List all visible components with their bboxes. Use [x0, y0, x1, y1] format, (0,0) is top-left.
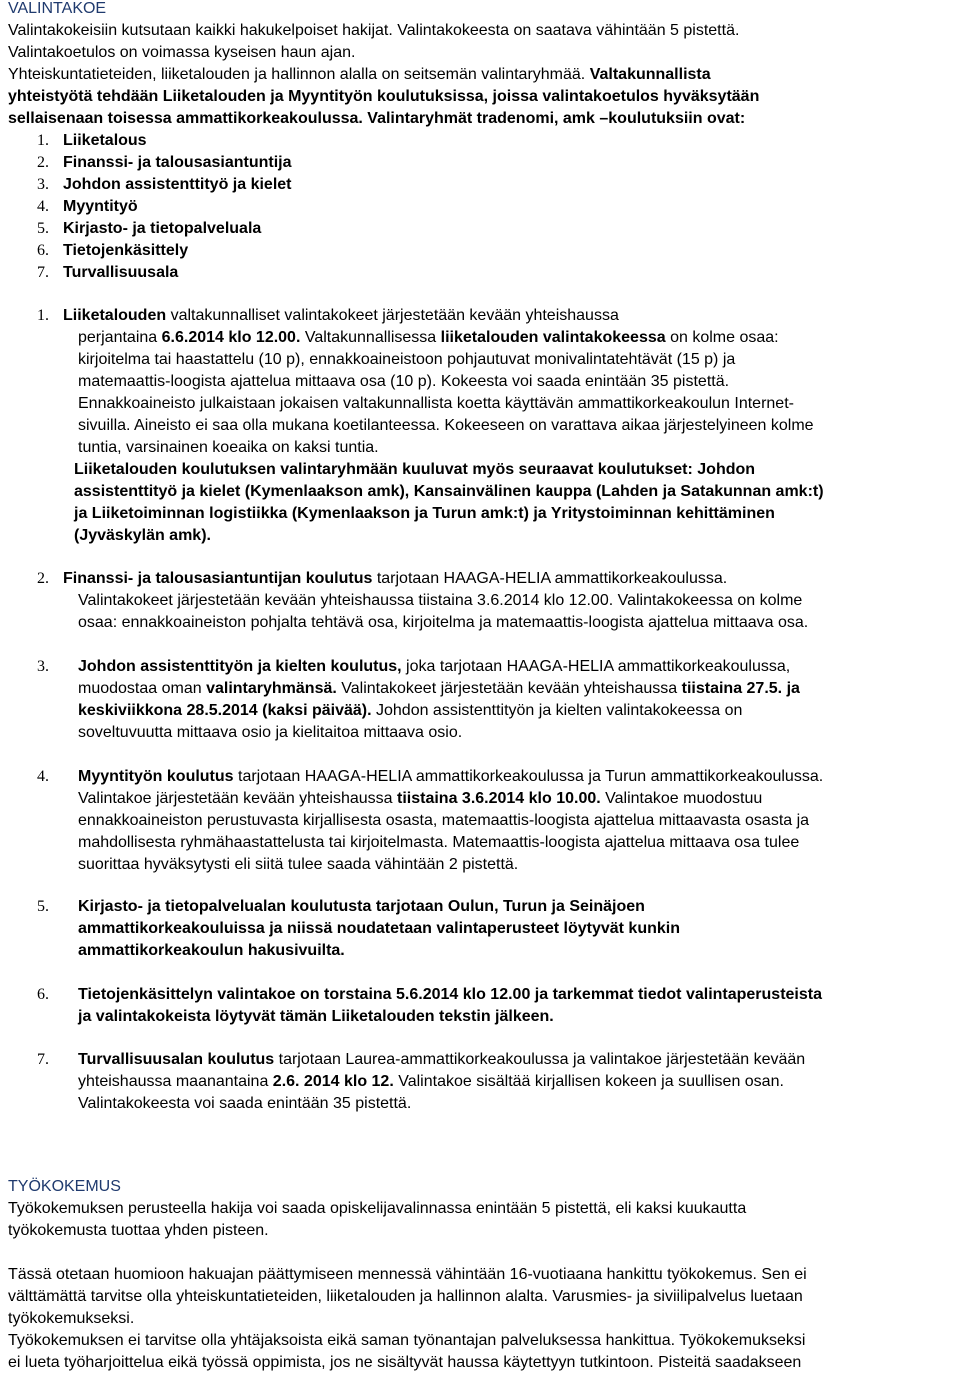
- text-run: Liiketalouden: [63, 307, 167, 324]
- section-number: 3.: [37, 658, 49, 675]
- text-run: sellaisenaan toisessa ammattikorkeakoulussa. Valintaryhmät tradenomi, amk –koulutuksiin ovat:: [8, 110, 746, 127]
- text-run: ammattikorkeakoulun hakusivuilta.: [78, 942, 345, 959]
- section-line: [78, 371, 729, 393]
- text-run: keskiviikkona 28.5.2014 (kaksi päivää).: [78, 702, 372, 719]
- valintaryhma-item: [37, 152, 292, 174]
- text-run: tarjotaan Laurea-ammattikorkeakoulussa ja valintakoe järjestetään kevään: [274, 1051, 806, 1068]
- text-run: liiketalouden valintakokeessa: [440, 329, 666, 346]
- section-line: [78, 393, 794, 415]
- section-line: [63, 305, 619, 327]
- tyokokemus-line: työkokemukseksi.: [8, 1310, 135, 1327]
- text-run: tiistaina 27.5. ja: [681, 680, 800, 697]
- list-label: Myyntityö: [63, 198, 138, 215]
- section-line: [74, 459, 755, 481]
- valintaryhma-item: [37, 262, 178, 284]
- section-line: [78, 437, 379, 459]
- section-line: [78, 722, 462, 744]
- text-run: 2.6. 2014 klo 12.: [272, 1073, 394, 1090]
- heading-valintakoe: VALINTAKOE: [8, 0, 107, 17]
- valintaryhma-item: [37, 130, 147, 152]
- text-run: Johdon assistenttityön ja kielten koulutus,: [78, 658, 402, 675]
- section-line: [78, 810, 809, 832]
- list-number: 1.: [37, 132, 49, 149]
- text-run: Valintakoe sisältää kirjallisen kokeen ja suullisen osan.: [393, 1073, 784, 1090]
- tyokokemus-line: Työkokemuksen perusteella hakija voi saada opiskelijavalinnassa enintään 5 pistettä, eli kaksi kuukautta: [8, 1200, 747, 1217]
- section-number: 1.: [37, 307, 49, 324]
- text-run: Tietojenkäsittelyn valintakoe on torstaina 5.6.2014 klo 12.00 ja tarkemmat tiedot valintaperusteista: [78, 986, 822, 1003]
- section-line: [78, 612, 808, 634]
- section-line: [74, 481, 824, 503]
- text-run: Valintakokeet järjestetään kevään yhteishaussa: [336, 680, 682, 697]
- text-run: Turvallisuusalan koulutus: [78, 1051, 275, 1068]
- intro-line: [8, 42, 355, 64]
- text-run: Valintakoe järjestetään kevään yhteishaussa: [78, 790, 398, 807]
- text-run: Valintakoetulos on voimassa kyseisen haun ajan.: [8, 44, 356, 61]
- section-line: [78, 788, 762, 810]
- intro-line: [8, 20, 739, 42]
- text-run: tuntia, varsinainen koeaika on kaksi tuntia.: [78, 439, 379, 456]
- section-number: 6.: [37, 986, 49, 1003]
- text-run: muodostaa oman: [78, 680, 207, 697]
- text-run: Johdon assistenttityön ja kielten valintakokeessa on: [371, 702, 743, 719]
- text-run: tiistaina 3.6.2014 klo 10.00.: [397, 790, 601, 807]
- valintaryhma-item: [37, 218, 261, 240]
- text-run: mahdollisesta ryhmähaastattelusta tai kirjoitelmasta. Matemaattis-loogista ajattelua mittaava osa tulee: [78, 834, 800, 851]
- list-number: 3.: [37, 176, 49, 193]
- text-run: Valintakoe muodostuu: [600, 790, 763, 807]
- section-line: [78, 1093, 411, 1115]
- section-line: [78, 1006, 554, 1028]
- section-line: [78, 656, 790, 678]
- text-run: Finanssi- ja talousasiantuntijan koulutus: [63, 570, 373, 587]
- tyokokemus-line: ei lueta työharjoittelua eikä työssä oppimista, jos ne sisältyvät haussa käytettyyn tutkintoon. Pisteitä saadakseen: [8, 1354, 802, 1371]
- text-run: Valintakokeet järjestetään kevään yhteishaussa tiistaina 3.6.2014 klo 12.00. Valintakokeessa on kolme: [78, 592, 803, 609]
- section-line: [74, 503, 775, 525]
- section-line: [78, 327, 779, 349]
- text-run: ja valintakokeista löytyvät tämän Liiketalouden tekstin jälkeen.: [78, 1008, 554, 1025]
- valintaryhma-item: [37, 196, 138, 218]
- section-line: [63, 568, 727, 590]
- text-run: tarjotaan HAAGA-HELIA ammattikorkeakoulussa ja Turun ammattikorkeakoulussa.: [233, 768, 824, 785]
- text-run: sivuilla. Aineisto ei saa olla mukana koetilanteessa. Kokeeseen on varattava aikaa järjestelyineen kolme: [78, 417, 814, 434]
- section-line: [78, 940, 345, 962]
- text-run: Valtakunnallisessa: [300, 329, 441, 346]
- text-run: yhteistyötä tehdään Liiketalouden ja Myyntityön koulutuksissa, joissa valintakoetulos hyväksytään: [8, 88, 760, 105]
- section-line: [78, 415, 814, 437]
- text-run: ja Liiketoiminnan logistiikka (Kymenlaakson ja Turun amk:t) ja Yritystoiminnan kehittäminen: [74, 505, 775, 522]
- list-label: Johdon assistenttityö ja kielet: [63, 176, 292, 193]
- text-run: Valtakunnallista: [589, 66, 711, 83]
- text-run: Myyntityön koulutus: [78, 768, 234, 785]
- intro-line: [8, 108, 745, 130]
- list-number: 4.: [37, 198, 49, 215]
- list-label: Kirjasto- ja tietopalveluala: [63, 220, 262, 237]
- text-run: Liiketalouden koulutuksen valintaryhmään kuuluvat myös seuraavat koulutukset: Johdon: [74, 461, 756, 478]
- text-run: joka tarjotaan HAAGA-HELIA ammattikorkeakoulussa,: [401, 658, 791, 675]
- section-line: [78, 766, 823, 788]
- text-run: (Jyväskylän amk).: [74, 527, 211, 544]
- list-number: 5.: [37, 220, 49, 237]
- section-line: [78, 1071, 784, 1093]
- list-number: 7.: [37, 264, 49, 281]
- text-run: tarjotaan HAAGA-HELIA ammattikorkeakoulussa.: [372, 570, 728, 587]
- text-run: osaa: ennakkoaineiston pohjalta tehtävä osa, kirjoitelma ja matemaattis-loogista ajattelua mittaava osa.: [78, 614, 809, 631]
- section-number: 7.: [37, 1051, 49, 1068]
- tyokokemus-line: Tässä otetaan huomioon hakuajan päättymiseen mennessä vähintään 16-vuotiaana hankittu työkokemus. Sen ei: [8, 1266, 807, 1283]
- section-line: [78, 349, 735, 371]
- section-line: [78, 832, 799, 854]
- intro-line: [8, 64, 711, 86]
- tyokokemus-line: Työkokemuksen ei tarvitse olla yhtäjaksoista eikä saman työnantajan palveluksessa hankittua. Työkokemukseksi: [8, 1332, 806, 1349]
- text-run: ammattikorkeakouluissa ja niissä noudatetaan valintaperusteet löytyvät kunkin: [78, 920, 680, 937]
- list-label: Liiketalous: [63, 132, 147, 149]
- text-run: Ennakkoaineisto julkaistaan jokaisen valtakunnallista koetta käyttävän ammattikorkeakoulun Internet-: [78, 395, 794, 412]
- section-number: 5.: [37, 898, 49, 915]
- section-line: [78, 1049, 805, 1071]
- list-number: 6.: [37, 242, 49, 259]
- text-run: yhteishaussa maanantaina: [78, 1073, 273, 1090]
- text-run: assistenttityö ja kielet (Kymenlaakson amk), Kansainvälinen kauppa (Lahden ja Satakunnan amk:t): [74, 483, 824, 500]
- list-label: Turvallisuusala: [63, 264, 179, 281]
- text-run: Kirjasto- ja tietopalvelualan koulutusta tarjotaan Oulun, Turun ja Seinäjoen: [78, 898, 645, 915]
- text-run: Valintakokeisiin kutsutaan kaikki hakukelpoiset hakijat. Valintakokeesta on saatava vähintään 5 pistettä.: [8, 22, 740, 39]
- list-label: Finanssi- ja talousasiantuntija: [63, 154, 292, 171]
- text-run: on kolme osaa:: [665, 329, 779, 346]
- tyokokemus-line: työkokemusta tuottaa yhden pisteen.: [8, 1222, 269, 1239]
- text-run: valintaryhmänsä.: [206, 680, 337, 697]
- text-run: 6.6.2014 klo 12.00.: [161, 329, 301, 346]
- text-run: soveltuvuutta mittaava osio ja kielitaitoa mittaava osio.: [78, 724, 463, 741]
- text-run: Valintakokeesta voi saada enintään 35 pistettä.: [78, 1095, 412, 1112]
- list-number: 2.: [37, 154, 49, 171]
- text-run: ennakkoaineiston perustuvasta kirjallisesta osasta, matemaattis-loogista ajattelua mittaavasta osasta ja: [78, 812, 810, 829]
- section-line: [78, 854, 518, 876]
- section-number: 4.: [37, 768, 49, 785]
- section-number: 2.: [37, 570, 49, 587]
- list-label: Tietojenkäsittely: [63, 242, 189, 259]
- section-line: [74, 525, 211, 547]
- text-run: suorittaa hyväksytysti eli siitä tulee saada vähintään 2 pistettä.: [78, 856, 519, 873]
- section-line: [78, 918, 680, 940]
- text-run: valtakunnalliset valintakokeet järjestetään kevään yhteishaussa: [166, 307, 619, 324]
- text-run: kirjoitelma tai haastattelu (10 p), ennakkoaineistoon pohjautuvat monivalintatehtävät (15 p) ja: [78, 351, 736, 368]
- section-line: [78, 896, 645, 918]
- text-run: matemaattis-loogista ajattelua mittaava osa (10 p). Kokeesta voi saada enintään 35 pistettä.: [78, 373, 730, 390]
- intro-line: [8, 86, 759, 108]
- text-run: perjantaina: [78, 329, 162, 346]
- section-line: [78, 678, 800, 700]
- text-run: Yhteiskuntatieteiden, liiketalouden ja hallinnon alalla on seitsemän valintaryhmää.: [8, 66, 590, 83]
- heading-tyokokemus: TYÖKOKEMUS: [8, 1178, 121, 1195]
- tyokokemus-line: välttämättä tarvitse olla yhteiskuntatieteiden, liiketalouden ja hallinnon alalta. Varusmies- ja siviilipalvelus luetaan: [8, 1288, 803, 1305]
- section-line: [78, 984, 822, 1006]
- section-line: [78, 700, 742, 722]
- valintaryhma-item: [37, 174, 292, 196]
- valintaryhma-item: [37, 240, 188, 262]
- section-line: [78, 590, 802, 612]
